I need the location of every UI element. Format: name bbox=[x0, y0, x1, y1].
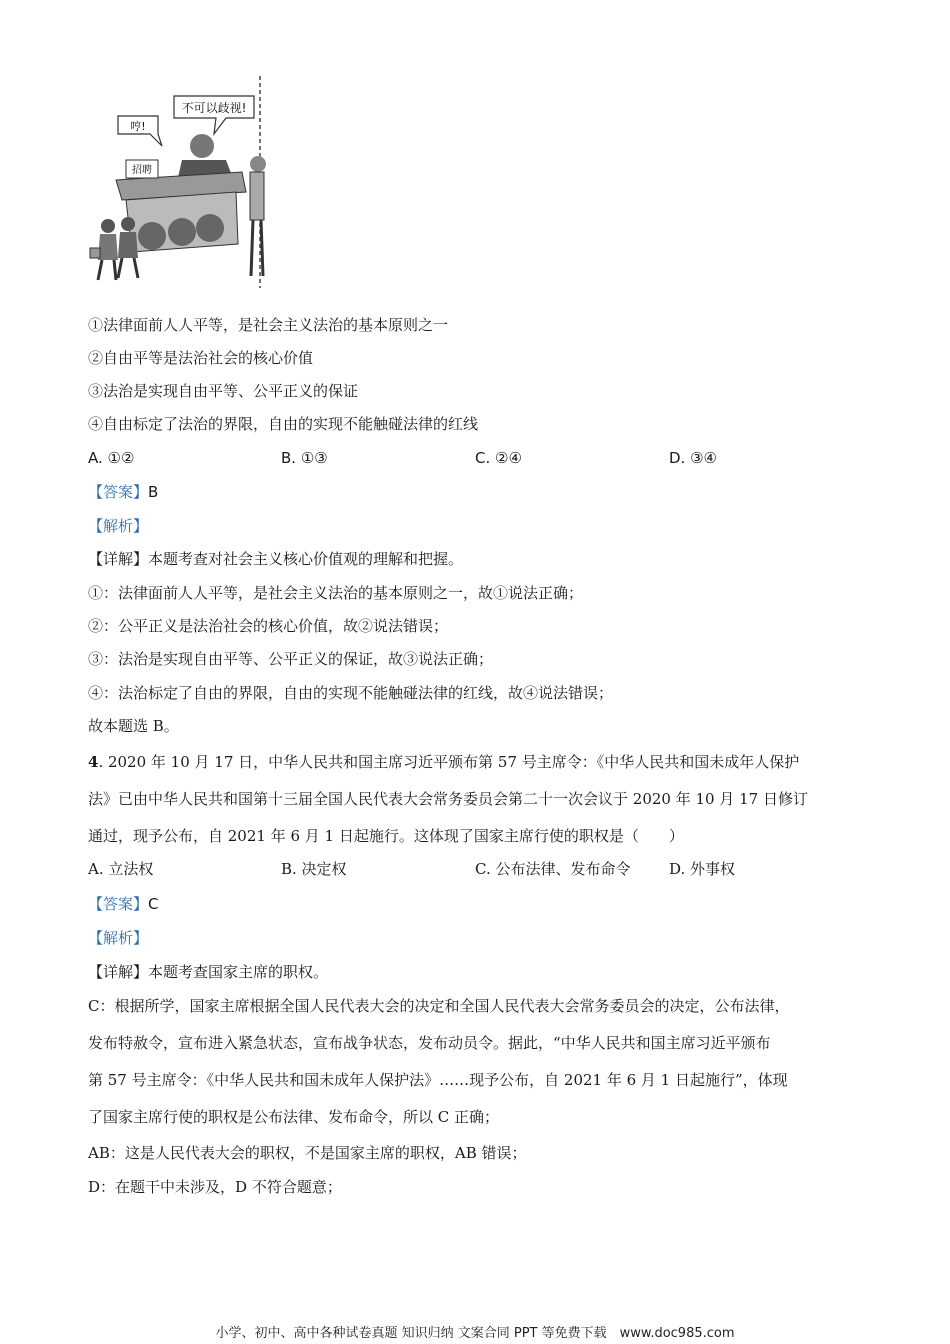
answer-tag: 【答案】 bbox=[88, 895, 149, 913]
q4-option-d: D. 外事权 bbox=[669, 860, 736, 878]
q3-detail-line-2: ②：公平正义是法治社会的核心价值，故②说法错误； bbox=[88, 617, 449, 635]
q3-detail-title: 【详解】本题考查对社会主义核心价值观的理解和把握。 bbox=[88, 550, 464, 568]
q4-stem-text-1: . 2020 年 10 月 17 日，中华人民共和国主席习近平颁布第 57 号主席令：《中华人民共和国未成年人保护 bbox=[98, 753, 800, 771]
q3-option-a: A. ①② bbox=[88, 449, 135, 467]
q3-detail-line-1: ①：法律面前人人平等，是社会主义法治的基本原则之一，故①说法正确； bbox=[88, 584, 584, 602]
q3-detail-line-5: 故本题选 B。 bbox=[88, 717, 179, 735]
q3-analysis-tag: 【解析】 bbox=[88, 517, 149, 535]
q3-option-c: C. ②④ bbox=[475, 449, 522, 467]
q4-detail-line-5: AB：这是人民代表大会的职权，不是国家主席的职权，AB 错误； bbox=[88, 1144, 527, 1162]
q4-detail-title: 【详解】本题考查国家主席的职权。 bbox=[88, 963, 329, 981]
statement-2: ②自由平等是法治社会的核心价值 bbox=[88, 349, 314, 367]
bubble-right-text: 不可以歧视! bbox=[181, 101, 247, 115]
q4-detail-line-1: C：根据所学，国家主席根据全国人民代表大会的决定和全国人民代表大会常务委员会的决定，公布法律， bbox=[88, 997, 790, 1015]
statement-1: ①法律面前人人平等，是社会主义法治的基本原则之一 bbox=[88, 316, 449, 334]
q3-option-b: B. ①③ bbox=[281, 449, 328, 467]
recruit-sign-text: 招聘 bbox=[132, 165, 152, 176]
answer-tag: 【答案】 bbox=[88, 483, 149, 501]
q3-detail-line-3: ③：法治是实现自由平等、公平正义的保证，故③说法正确； bbox=[88, 650, 494, 668]
q3-option-d: D. ③④ bbox=[669, 449, 717, 467]
q4-number: 4 bbox=[88, 753, 99, 771]
answer-value: C bbox=[148, 895, 159, 913]
q3-detail-line-4: ④：法治标定了自由的界限，自由的实现不能触碰法律的红线，故④说法错误； bbox=[88, 684, 614, 702]
q4-detail-line-6: D：在题干中未涉及，D 不符合题意； bbox=[88, 1178, 342, 1196]
q4-option-b: B. 决定权 bbox=[281, 860, 347, 878]
statement-4: ④自由标定了法治的界限，自由的实现不能触碰法律的红线 bbox=[88, 415, 479, 433]
page-footer: 小学、初中、高中各种试卷真题 知识归纳 文案合同 PPT 等免费下载 www.doc985.com bbox=[215, 1326, 735, 1341]
statement-3: ③法治是实现自由平等、公平正义的保证 bbox=[88, 382, 359, 400]
answer-value: B bbox=[148, 483, 159, 501]
q3-answer bbox=[88, 481, 158, 503]
q4-stem-line-1 bbox=[88, 751, 799, 773]
q4-detail-line-2: 发布特赦令，宣布进入紧急状态，宣布战争状态，发布动员令。据此，“中华人民共和国主席习近平颁布 bbox=[88, 1034, 771, 1052]
q4-option-a: A. 立法权 bbox=[88, 860, 154, 878]
discrimination-cartoon-image bbox=[86, 76, 276, 288]
q4-detail-line-4: 了国家主席行使的职权是公布法律、发布命令，所以 C 正确； bbox=[88, 1108, 500, 1126]
q4-stem-line-3: 通过，现予公布，自 2021 年 6 月 1 日起施行。这体现了国家主席行使的职权是（ ） bbox=[88, 827, 684, 845]
bubble-left-text: 哼! bbox=[130, 120, 146, 133]
q4-option-c: C. 公布法律、发布命令 bbox=[475, 860, 631, 878]
q4-detail-line-3: 第 57 号主席令：《中华人民共和国未成年人保护法》……现予公布，自 2021 年 6 月 1 日起施行”，体现 bbox=[88, 1071, 788, 1089]
q4-answer bbox=[88, 893, 159, 915]
q4-analysis-tag: 【解析】 bbox=[88, 929, 149, 947]
q4-stem-line-2: 法》已由中华人民共和国第十三届全国人民代表大会常务委员会第二十一次会议于 2020 年 10 月 17 日修订 bbox=[88, 790, 808, 808]
